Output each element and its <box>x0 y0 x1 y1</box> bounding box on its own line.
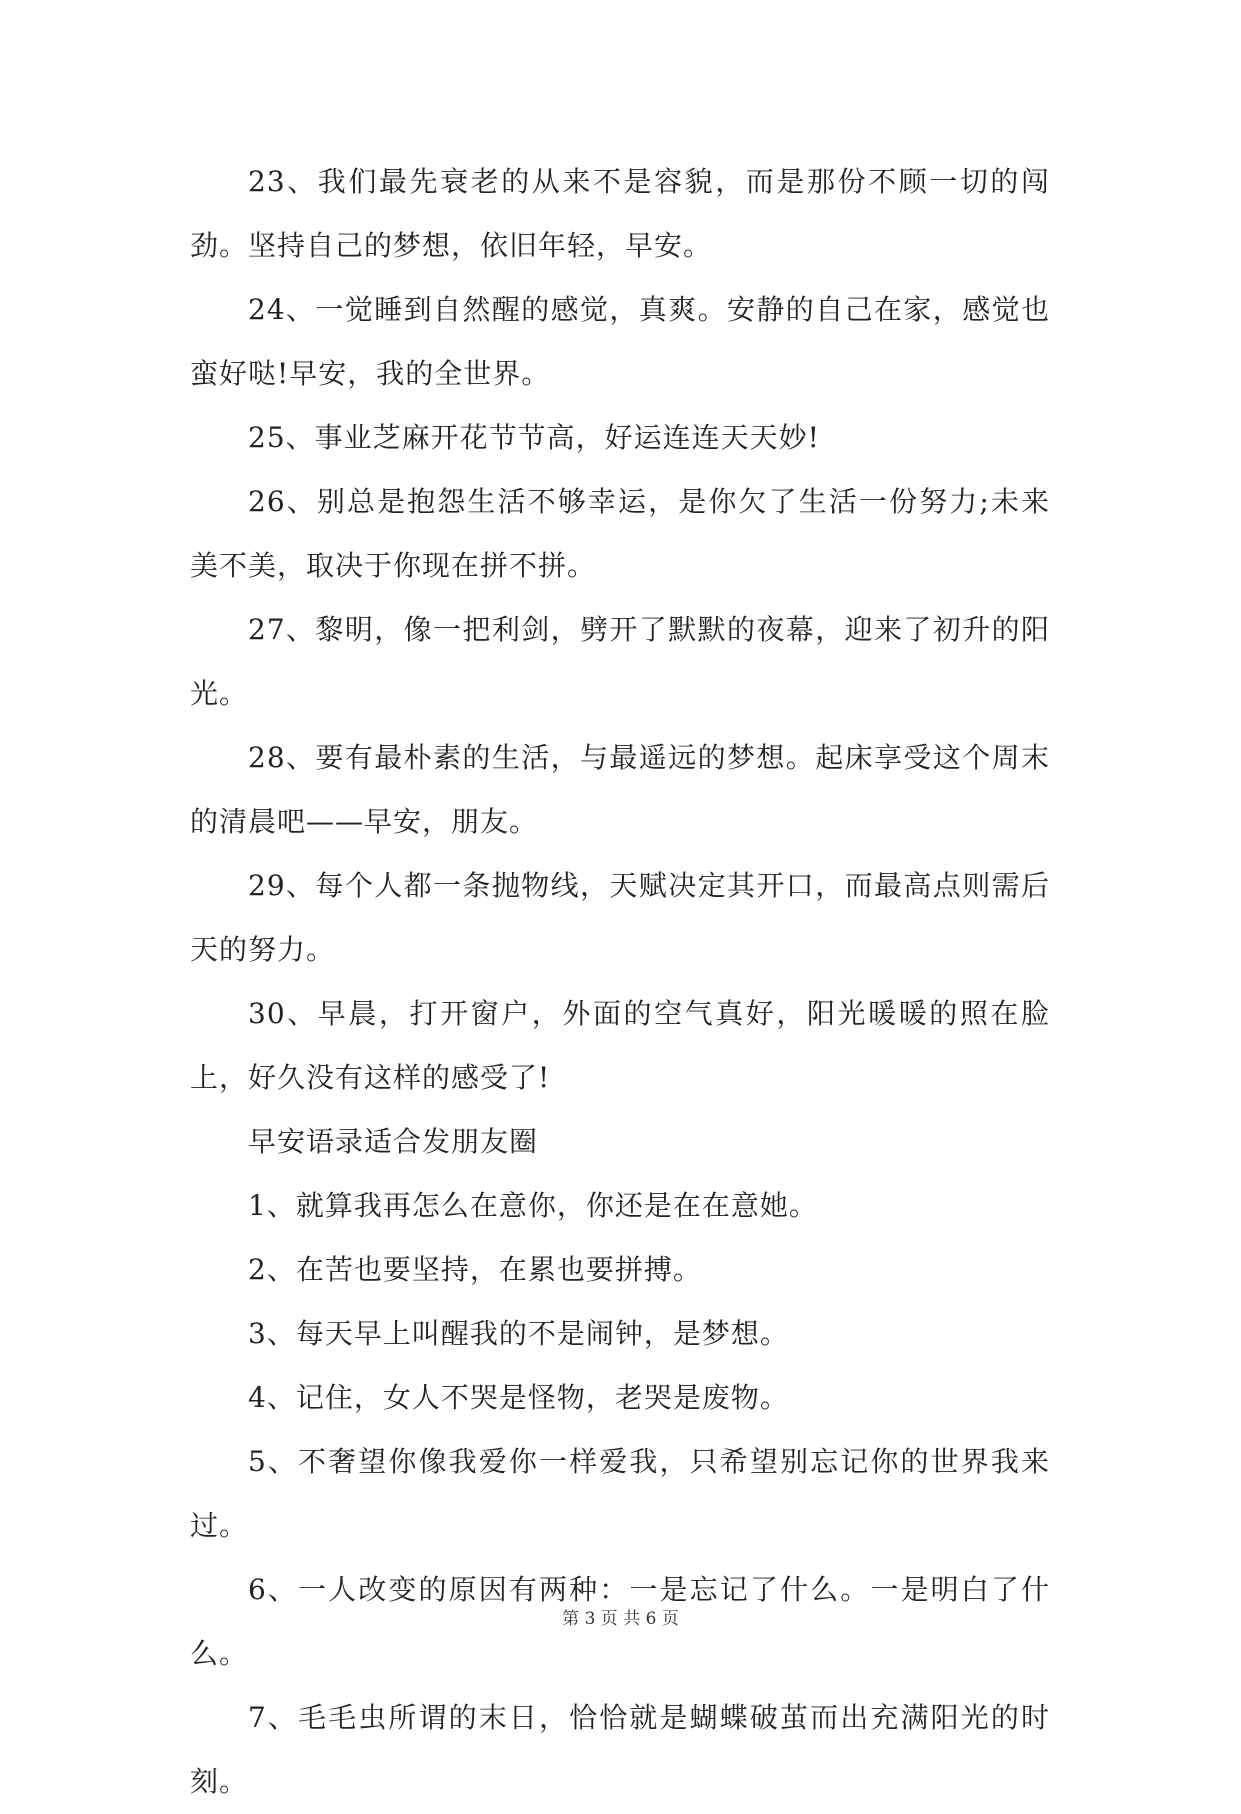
section-heading: 早安语录适合发朋友圈 <box>248 1125 539 1158</box>
list-item-5: 5、不奢望你像我爱你一样爱我，只希望别忘记你的世界我来过。 <box>190 1445 1050 1542</box>
page-number-footer: 第 3 页 共 6 页 <box>562 1609 679 1629</box>
list-item-1: 1、就算我再怎么在意你，你还是在在意她。 <box>248 1189 818 1222</box>
paragraph-30: 30、早晨，打开窗户，外面的空气真好，阳光暖暖的照在脸上，好久没有这样的感受了! <box>190 997 1050 1094</box>
paragraph-26: 26、别总是抱怨生活不够幸运，是你欠了生活一份努力;未来美不美，取决于你现在拼不拼。 <box>190 485 1050 582</box>
list-item-4: 4、记住，女人不哭是怪物，老哭是废物。 <box>248 1381 789 1414</box>
list-item-2: 2、在苦也要坚持，在累也要拼搏。 <box>248 1253 702 1286</box>
list-item-7: 7、毛毛虫所谓的末日，恰恰就是蝴蝶破茧而出充满阳光的时刻。 <box>190 1701 1050 1798</box>
list-item-6: 6、一人改变的原因有两种：一是忘记了什么。一是明白了什么。 <box>190 1573 1050 1670</box>
document-body <box>190 150 1050 1814</box>
paragraph-29: 29、每个人都一条抛物线，天赋决定其开口，而最高点则需后天的努力。 <box>190 869 1050 966</box>
paragraph-25: 25、事业芝麻开花节节高，好运连连天天妙! <box>248 421 820 454</box>
list-item-3: 3、每天早上叫醒我的不是闹钟，是梦想。 <box>248 1317 789 1350</box>
paragraph-24: 24、一觉睡到自然醒的感觉，真爽。安静的自己在家，感觉也蛮好哒!早安，我的全世界。 <box>190 293 1050 390</box>
paragraph-27: 27、黎明，像一把利剑，劈开了默默的夜幕，迎来了初升的阳光。 <box>190 613 1050 710</box>
paragraph-28: 28、要有最朴素的生活，与最遥远的梦想。起床享受这个周末的清晨吧——早安，朋友。 <box>190 741 1050 838</box>
paragraph-23: 23、我们最先衰老的从来不是容貌，而是那份不顾一切的闯劲。坚持自己的梦想，依旧年轻，早安。 <box>190 165 1050 262</box>
